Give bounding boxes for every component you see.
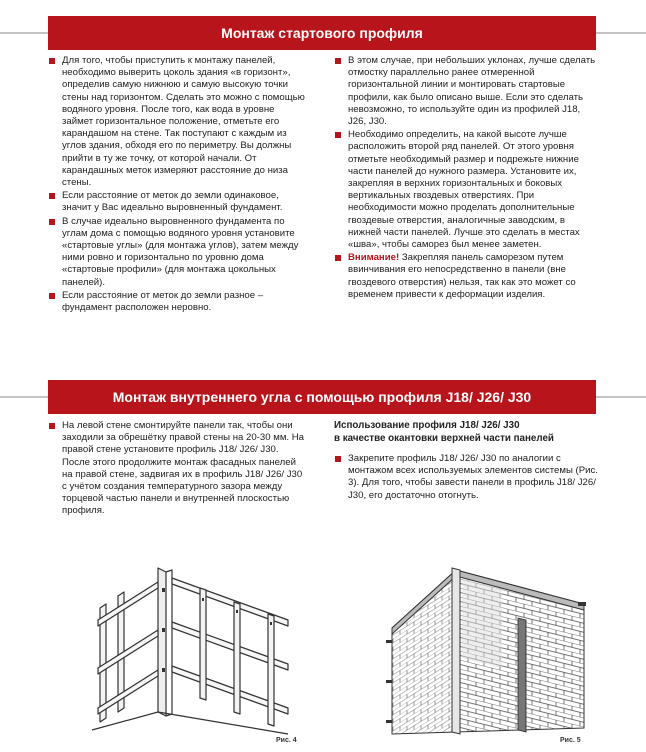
warning-label: Внимание! — [348, 252, 400, 264]
figure-5-brick-panel-illustration — [372, 548, 592, 738]
list-item: Если расстояние от меток до земли одинаковое, значит у Вас идеально выровненный фундамент. — [48, 190, 306, 214]
section1-header — [0, 16, 646, 50]
figure-4-frame-illustration — [88, 558, 298, 738]
bullet-square-icon — [49, 58, 55, 64]
bullet-square-icon — [335, 132, 341, 138]
list-item: Для того, чтобы приступить к монтажу панелей, необходимо выверить цоколь здания «в горизонт», определив самую нижнюю и самую высокую точки стены над горизонтом. Сделать это можно с помощью водяного уровня. После того, как вода в уровне займет горизонтальное положение, отметьте его карандашом на стене. Так поступают с каждым из углов здания, обходя его по периметру. Вы должны прийти в ту же точку, от которой начали. От карандашных меток измеряют расстояние до низа стены. — [48, 55, 306, 189]
section2-title: Монтаж внутреннего угла с помощью профиля J18/ J26/ J30 — [48, 380, 596, 414]
warning-item — [334, 252, 598, 301]
warning-text: Закрепляя панель саморезом путем ввинчивания его непосредственно в панели (вне гвоздевого отверстия) нельзя, так как это может со временем привести к деформации изделия. — [348, 252, 576, 300]
bullet-square-icon — [49, 193, 55, 199]
bullet-square-icon — [335, 255, 341, 261]
list-item: В этом случае, при небольших уклонах, лучше сделать отмостку параллельно ранее отмеренной горизонтальной линии и монтировать стартовые профили, как было описано выше. Если это сделать невозможно, то используйте один из профилей J18, J26, J30. — [334, 55, 598, 128]
bullet-square-icon — [335, 58, 341, 64]
list-item: В случае идеально выровненного фундамента по углам дома с помощью водяного уровня установите «стартовые углы» (для монтажа углов), затем между ними ровно и горизонтально по уровню дома «стартовые профили» (для монтажа цокольных панелей). — [48, 216, 306, 289]
section2-header — [0, 380, 646, 414]
bullet-square-icon — [335, 456, 341, 462]
subheading: Использование профиля J18/ J26/ J30 в качестве окантовки верхней части панелей — [334, 420, 554, 444]
list-item: Закрепите профиль J18/ J26/ J30 по аналогии с монтажом всех используемых элементов системы (Рис. 3). Для того, чтобы завести панели в профиль J18/ J26/ J30, его достаточно отогнуть. — [334, 453, 598, 502]
section2-right-column — [334, 420, 598, 503]
section1-right-column — [334, 55, 598, 302]
figure-5-caption: Рис. 5 — [560, 737, 581, 744]
section1-title: Монтаж стартового профиля — [48, 16, 596, 50]
list-item: На левой стене смонтируйте панели так, чтобы они заходили за обрешётку правой стены на 20-30 мм. На правой стене установите профиль J18/ J26/ J30. После этого продолжите монтаж фасадных панелей на правой стене, задвигая их в профиль J18/ J26/ J30 с учётом создания температурного зазора между торцевой частью панели и внутренней плоскостью профиля. — [48, 420, 306, 518]
section1-left-column — [48, 55, 306, 315]
list-item: Необходимо определить, на какой высоте лучше расположить второй ряд панелей. От этого уровня отметьте необходимый размер и подрежьте нижние части панелей до нужного размера. Установите их, закрепляя в верхних горизонтальных и боковых вертикальных гвоздевых отверстиях. При необходимости можно проделать дополнительные гвоздевые отверстия, аналогичные заводским, в нижней части панелей. Лучше это сделать в местах «шва», чтобы саморез был менее заметен. — [334, 129, 598, 251]
bullet-square-icon — [49, 293, 55, 299]
figure-4-caption: Рис. 4 — [276, 737, 297, 744]
bullet-square-icon — [49, 423, 55, 429]
list-item: Если расстояние от меток до земли разное – фундамент расположен неровно. — [48, 290, 306, 314]
section2-left-column — [48, 420, 306, 519]
bullet-square-icon — [49, 219, 55, 225]
